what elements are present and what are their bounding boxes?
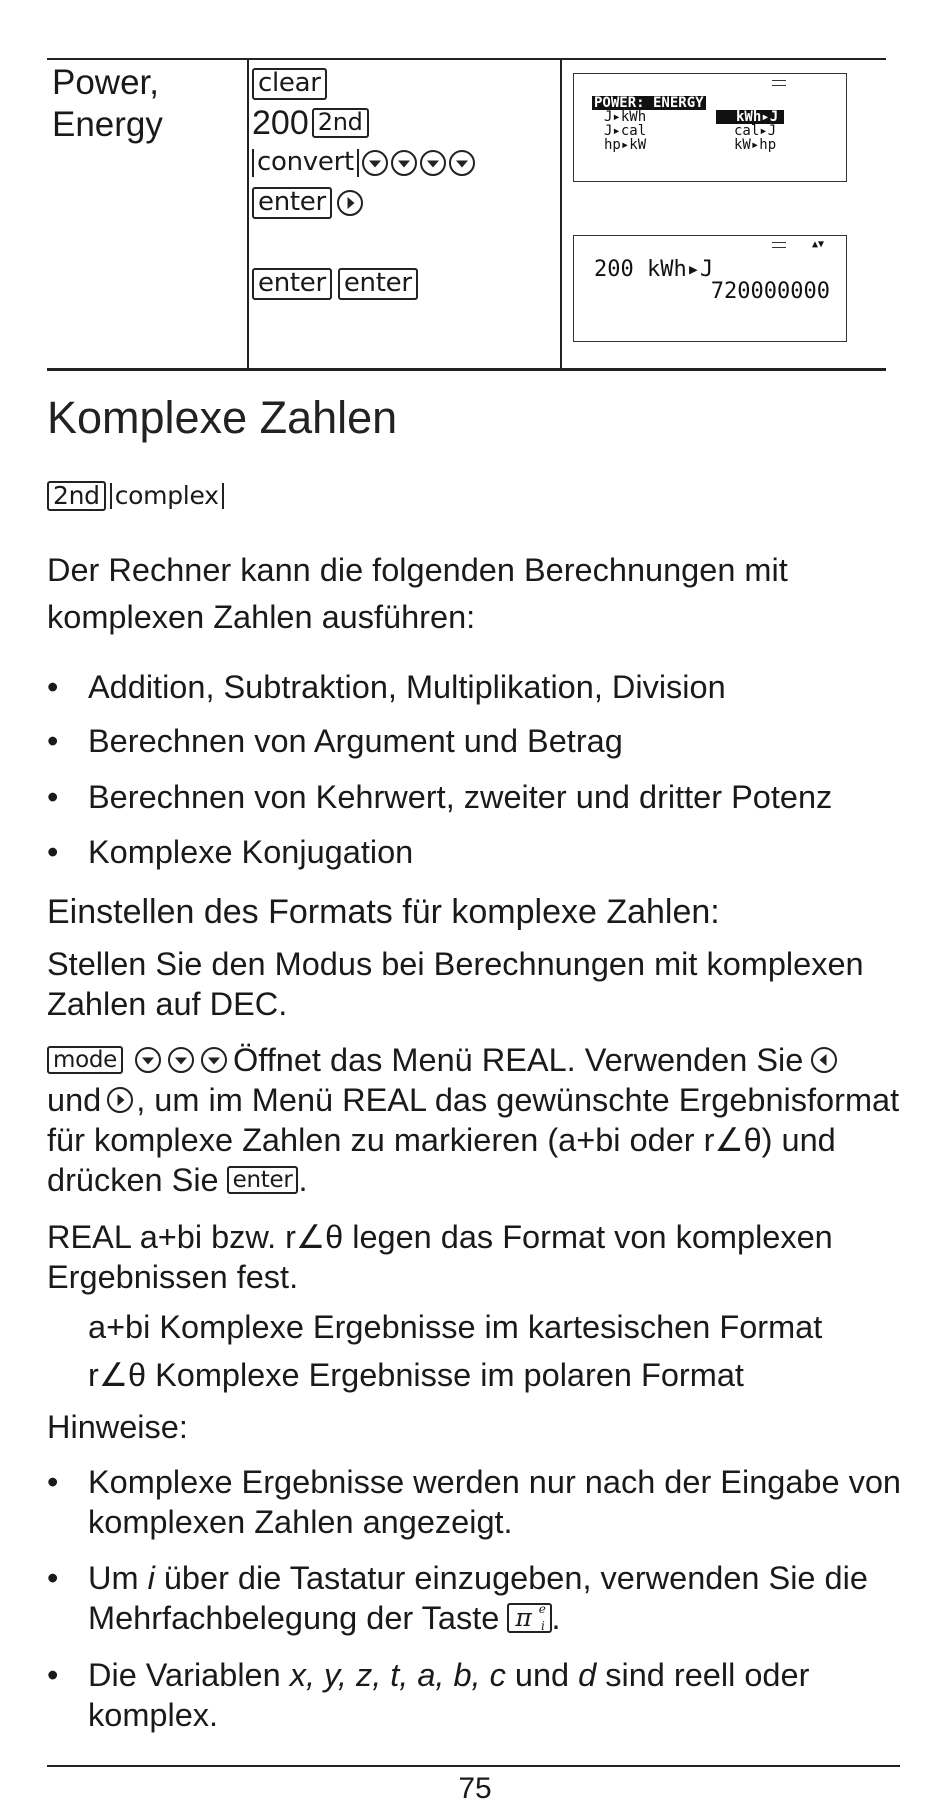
result-line: 720000000 [710,279,830,304]
complex-key: complex [110,483,224,509]
enter-key: enter [252,268,332,299]
selected-menu-item: kWh▸J [716,110,784,124]
table-top-rule [47,58,886,60]
arrow-down-icon [362,150,388,176]
arrow-down-icon [135,1047,161,1073]
second-key: 2nd [312,108,369,137]
arrow-down-icon [201,1047,227,1073]
entry-line: 200 kWh▸J [594,257,714,282]
notes-heading: Hinweise: [47,1409,188,1445]
calculator-screen-result [573,235,847,342]
table-row-label: Power, Energy [52,63,163,144]
arrow-left-icon [811,1047,837,1073]
intro-paragraph: Der Rechner kann die folgenden Berechnungen mit komplexen Zahlen ausführen: [47,552,788,635]
second-key: 2nd [47,481,106,511]
menu-paragraph: mode Öffnet das Menü REAL. Verwenden Sie und , um im Menü REAL das gewünschte Ergebnisformat für komplexe Zahlen zu markieren (a+bi oder r∠θ) und drücken Sie enter . [47,1042,900,1198]
key-combo [47,481,224,511]
calculator-screen-menu: POWER: ENERGY J▸kWh kWh▸J J▸cal cal▸J hp▸kW kW▸hp [573,73,847,182]
table-divider [560,59,562,368]
arrow-down-icon [168,1047,194,1073]
format-option-polar: r∠θ Komplexe Ergebnisse im polaren Format [88,1357,744,1393]
menu-header: POWER: ENERGY [594,95,704,111]
mode-key: mode [47,1046,123,1074]
convert-key: convert [252,149,359,176]
enter-key: enter [338,268,418,299]
pi-key: π e i [507,1603,551,1633]
table-bottom-rule [47,368,886,371]
arrow-down-icon [449,150,475,176]
clear-key: clear [252,68,327,99]
arrow-down-icon [391,150,417,176]
manual-page: Power, Energy clear 200 2nd convert enter enter enter POWER: ENERGY J▸kWh kWh▸J J▸cal cal▸J hp▸kW kW▸hp ▲▼ 200 kWh▸J 720000000 Komplexe Zahlen 2nd complex Der Rechner kann die folgenden Berechnungen mit komplexen Zahlen ausführen: • Addition, Subtraktion, Multiplikation, Division • Berechnen von Argument und Betrag • Berechnen von Kehrwert, zweiter und dritter Potenz • Komplexe Konjugation Einstellen des Formats für komplexe Zahlen: Stellen Sie den Modus bei Berechnungen mit komplexen Zahlen auf DEC. mode Öffnet das Menü REAL. Verwenden Sie und , um im Menü REAL das gewünschte Ergebnisformat für komplexe Zahlen zu markieren (a+bi oder r∠θ) und drücken Sie enter . REAL a+bi bzw. r∠θ legen das Format von komplexen Ergebnissen fest. a+bi Komplexe Ergebnisse im kartesischen Format r∠θ Komplexe Ergebnisse im polaren Format Hinweise: • Komplexe Ergebnisse werden nur nach der Eingabe von komplexen Zahlen angezeigt. • Um i über die Tastatur einzugeben, verwenden Sie die Mehrfachbelegung der Taste π e i . • Die Variablen x, y, z, t, a, b, c und d sind reell oder komplex. 75 [0,0,950,1815]
section-title: Komplexe Zahlen [47,392,398,443]
format-heading: Einstellen des Formats für komplexe Zahlen: [47,893,720,931]
arrow-down-icon [420,150,446,176]
status-indicator [772,80,786,86]
mode-paragraph: Stellen Sie den Modus bei Berechnungen mit komplexen Zahlen auf DEC. [47,946,864,1022]
real-paragraph: REAL a+bi bzw. r∠θ legen das Format von komplexen Ergebnissen fest. [47,1219,833,1295]
page-number: 75 [458,1772,492,1805]
arrow-right-icon [337,190,363,216]
table-divider [247,59,249,368]
status-indicator [772,242,786,248]
scroll-arrows-icon: ▲▼ [811,239,824,250]
enter-key: enter [227,1166,299,1194]
arrow-right-icon [107,1087,133,1113]
footer-rule [47,1765,900,1767]
enter-key: enter [252,187,332,218]
format-option-cartesian: a+bi Komplexe Ergebnisse im kartesischen Format [88,1309,823,1345]
number-200: 200 [252,103,309,142]
